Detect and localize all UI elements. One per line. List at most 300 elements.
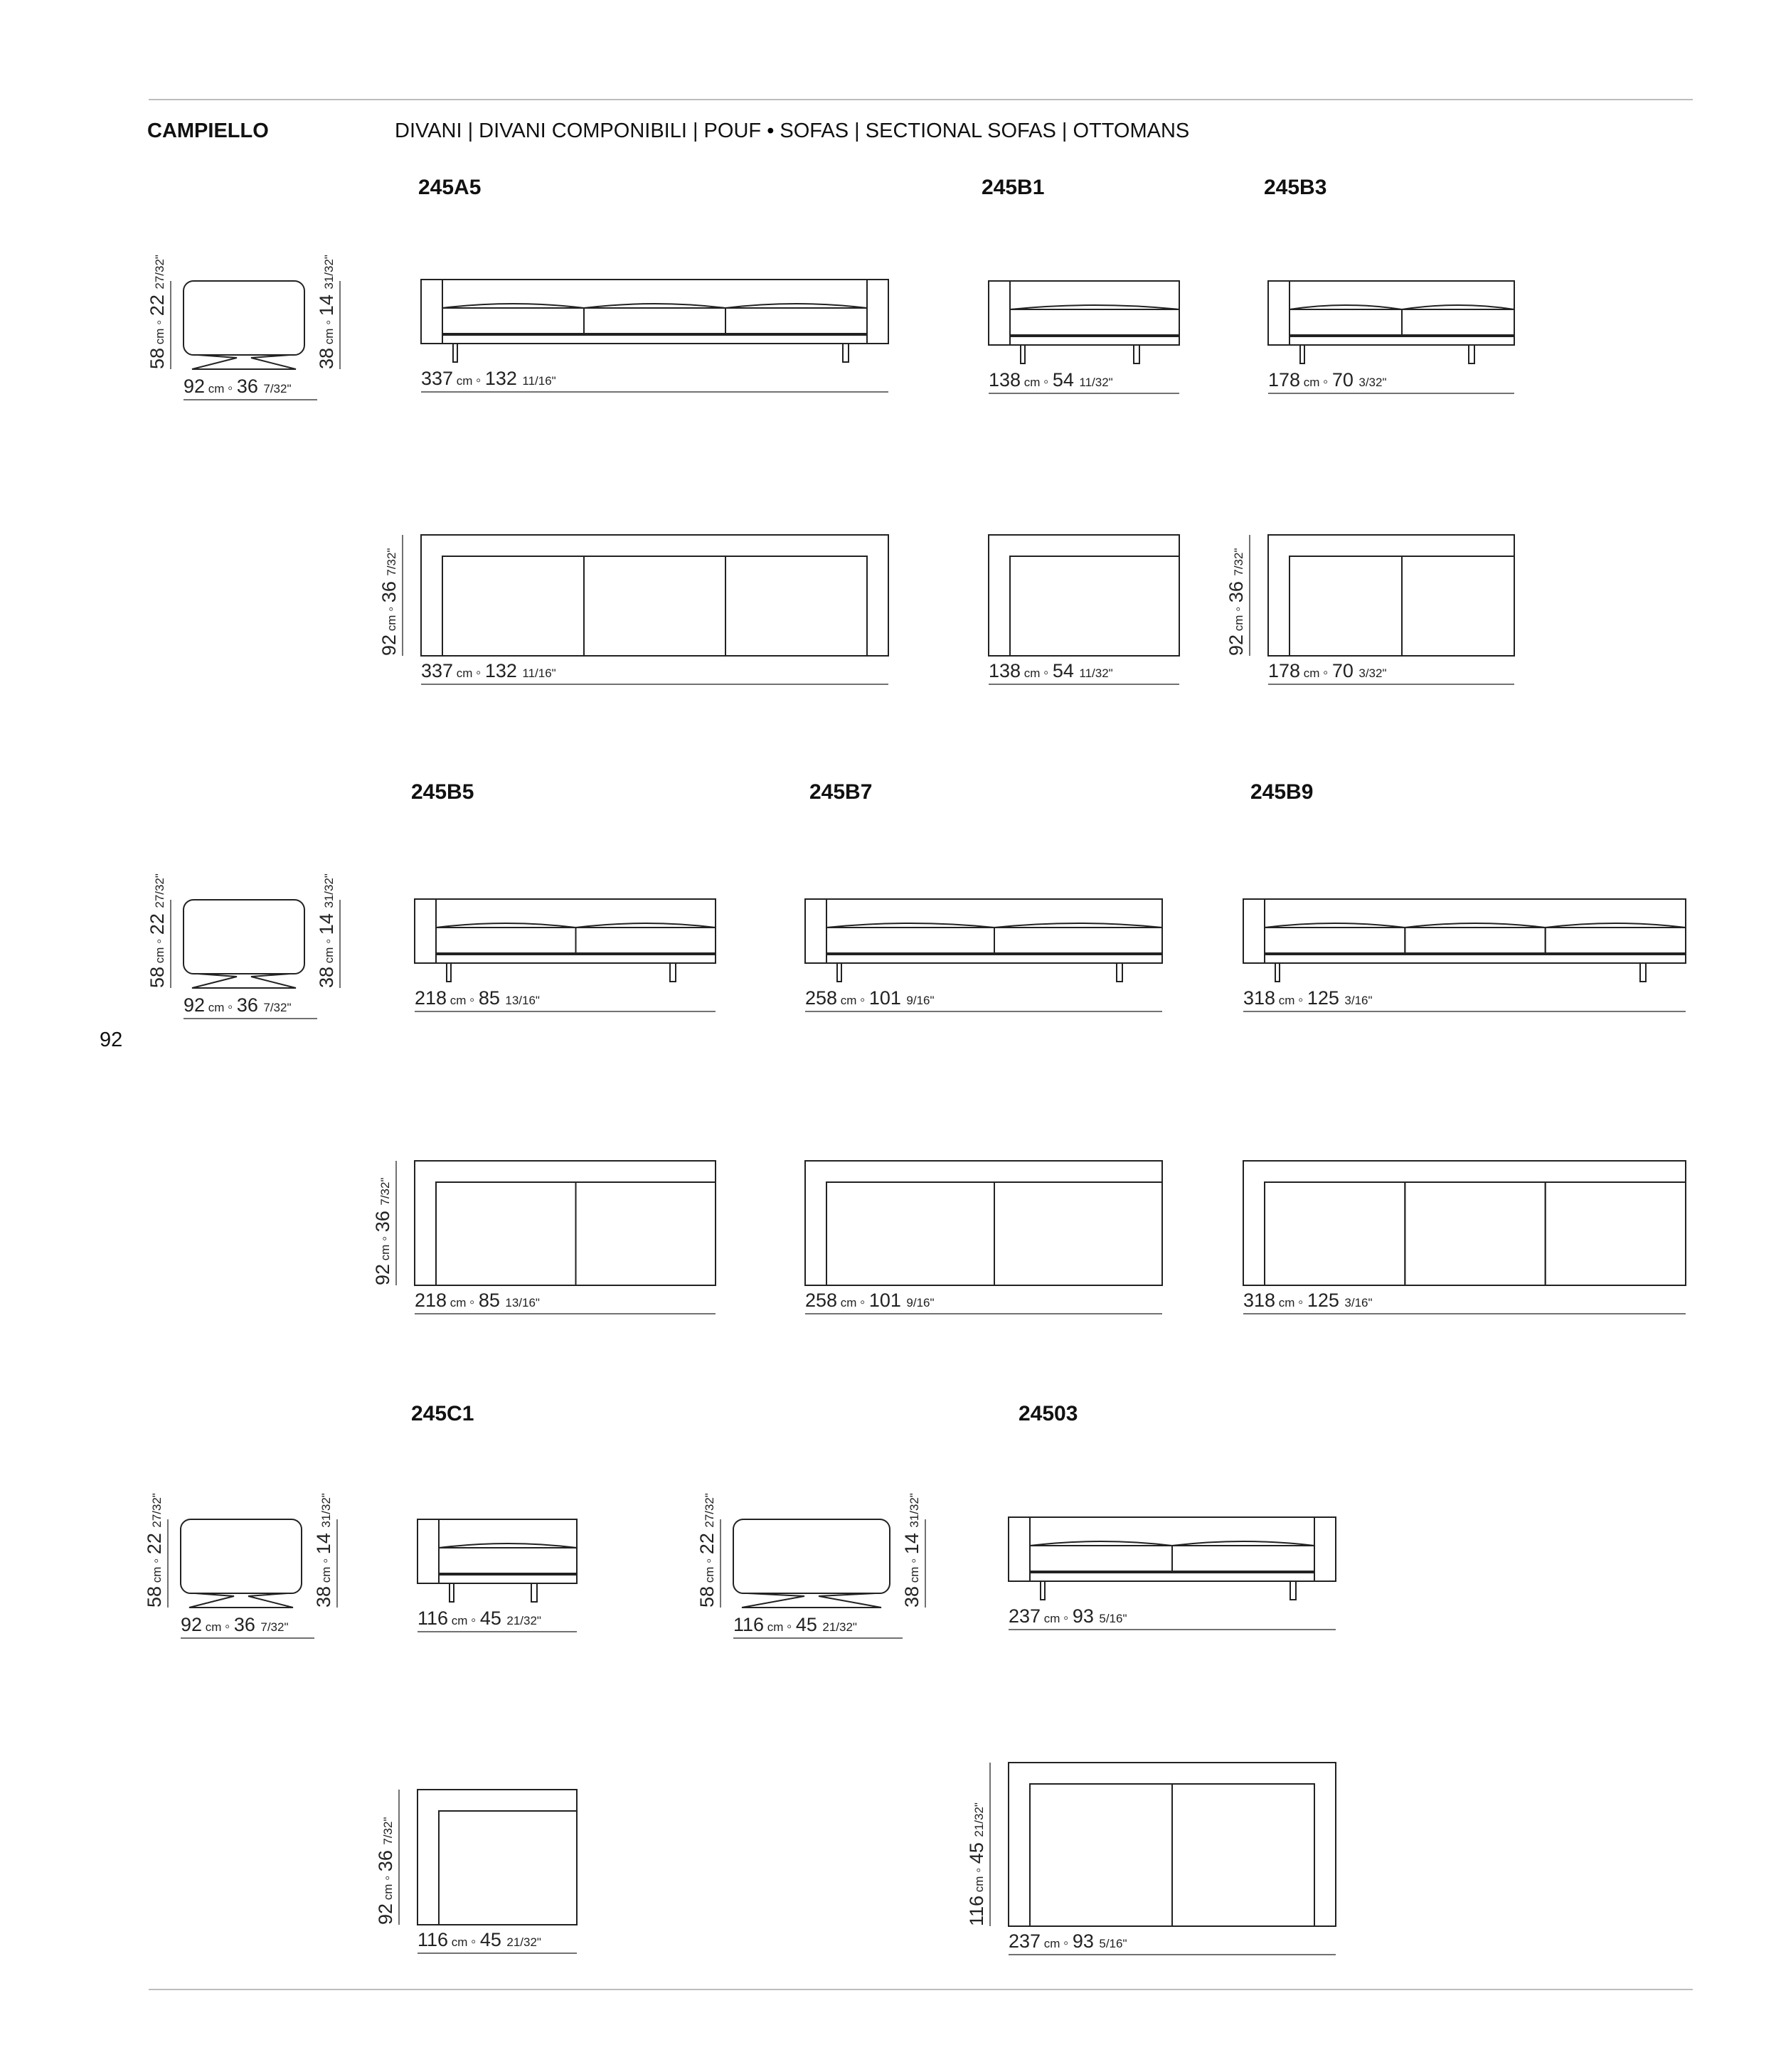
side-base xyxy=(189,1593,293,1608)
dimension-part: ◦ xyxy=(476,373,485,388)
dimension-part: 22 xyxy=(147,289,168,317)
dimension-part: cm xyxy=(837,1296,861,1309)
leg xyxy=(1290,1581,1296,1600)
dimension-text xyxy=(989,369,1113,391)
dimension-part: cm xyxy=(764,1620,787,1634)
front-elevation-drawing xyxy=(805,899,1162,982)
dimension-part: 101 xyxy=(868,1290,907,1311)
dimension-part: 92 xyxy=(184,376,206,397)
dimension-height xyxy=(147,255,171,369)
side-base xyxy=(742,1593,881,1608)
seat-cushion xyxy=(576,928,716,953)
dimension-text xyxy=(1243,1290,1373,1311)
dimension-text xyxy=(147,873,168,988)
dimension-part: cm xyxy=(448,1935,472,1949)
dimension-part: cm xyxy=(205,382,228,395)
dimension-width xyxy=(1268,660,1514,684)
dimension-part: 21/32" xyxy=(822,1620,857,1634)
dimension-text xyxy=(989,660,1113,681)
dimension-part: 70 xyxy=(1331,660,1359,681)
dimension-part: 237 xyxy=(1009,1605,1041,1627)
seat-cushion xyxy=(994,928,1162,953)
dimension-width xyxy=(415,1290,716,1314)
dimension-part: 58 xyxy=(696,1585,718,1608)
plan-outline xyxy=(1243,1161,1686,1285)
dimension-part: 27/32" xyxy=(153,255,166,289)
dimension-depth xyxy=(372,1161,396,1285)
dimension-part: 13/16" xyxy=(505,994,540,1007)
dimension-part: cm xyxy=(448,1614,472,1627)
plan-view-drawing xyxy=(415,1161,716,1285)
dimension-part: cm xyxy=(1275,1296,1299,1309)
dimension-part: cm xyxy=(972,1872,986,1896)
dimension-text xyxy=(1243,987,1373,1009)
dimension-part: cm xyxy=(1021,666,1044,680)
dimension-part: cm xyxy=(150,1563,164,1586)
dimension-part: 258 xyxy=(805,1290,838,1311)
dimension-part: ◦ xyxy=(787,1619,796,1635)
dimension-part: 92 xyxy=(372,1263,393,1285)
dimension-seat-height xyxy=(316,873,340,988)
dimension-part: 36 xyxy=(375,1844,396,1872)
model-code: 245C1 xyxy=(411,1402,474,1425)
dimension-part: 22 xyxy=(144,1527,165,1555)
dimension-part: 258 xyxy=(805,987,838,1009)
seat-cushion xyxy=(436,928,576,953)
dimension-part: 11/32" xyxy=(1079,376,1113,389)
dimension-part: 92 xyxy=(375,1903,396,1925)
side-view-drawing xyxy=(184,281,304,369)
seat-cushion xyxy=(436,1182,576,1285)
seat-cushion xyxy=(584,308,725,334)
dimension-part: ◦ xyxy=(151,935,167,944)
dimension-width xyxy=(805,1290,1162,1314)
dimension-part: 138 xyxy=(989,369,1021,391)
dimension-part: ◦ xyxy=(383,602,399,612)
dimension-part: 5/16" xyxy=(1099,1612,1127,1625)
dimension-part: 92 xyxy=(378,634,400,656)
dimension-text xyxy=(1225,548,1247,656)
model-code: 245A5 xyxy=(418,176,482,199)
dimension-part: 5/16" xyxy=(1099,1937,1127,1950)
dimension-text xyxy=(415,987,540,1009)
dimension-seat-height xyxy=(316,255,340,369)
dimension-part: ◦ xyxy=(228,999,237,1015)
dimension-part: ◦ xyxy=(1063,1610,1073,1626)
dimension-text xyxy=(316,873,337,988)
dimension-part: ◦ xyxy=(228,381,237,396)
dimension-part: 38 xyxy=(901,1585,922,1608)
dimension-part: 11/32" xyxy=(1079,666,1113,680)
dimension-width xyxy=(1009,1930,1336,1955)
dimension-part: cm xyxy=(1021,376,1044,389)
dimension-part: ◦ xyxy=(151,316,167,325)
dimension-part: 85 xyxy=(478,987,506,1009)
dimension-text xyxy=(1009,1605,1127,1627)
leg xyxy=(1041,1581,1045,1600)
dimension-part: ◦ xyxy=(1323,374,1332,390)
seat-cushion xyxy=(1172,1784,1314,1926)
dimension-text xyxy=(184,994,291,1016)
seat-cushion xyxy=(1290,556,1402,656)
dimension-part: cm xyxy=(322,943,336,967)
dimension-part: 14 xyxy=(316,908,337,935)
dimension-part: 54 xyxy=(1052,660,1080,681)
dimension-text xyxy=(378,548,400,656)
categories-italian: DIVANI | DIVANI COMPONIBILI | POUF xyxy=(395,119,762,142)
dimension-depth xyxy=(184,376,317,400)
dimension-text xyxy=(421,660,556,681)
dimension-part: 318 xyxy=(1243,987,1276,1009)
dimension-part: ◦ xyxy=(469,1295,479,1310)
seat-cushion xyxy=(1265,1182,1405,1285)
plan-view-drawing xyxy=(1268,535,1514,656)
dimension-part: 92 xyxy=(1225,634,1247,656)
seat-cushion xyxy=(1010,309,1179,335)
dimension-part: 3/16" xyxy=(1344,1296,1373,1309)
front-elevation-drawing xyxy=(421,280,888,362)
dimension-part: 101 xyxy=(868,987,907,1009)
dimension-part: ◦ xyxy=(377,1232,393,1241)
seat-cushion xyxy=(1402,556,1514,656)
dimension-part: 85 xyxy=(478,1290,506,1311)
dimension-part: 27/32" xyxy=(153,873,166,908)
dimension-text xyxy=(1268,660,1387,681)
dimension-part: ◦ xyxy=(1043,374,1053,390)
dimension-part: 22 xyxy=(696,1527,718,1555)
dimension-part: ◦ xyxy=(469,992,479,1008)
dimension-part: ◦ xyxy=(471,1934,480,1950)
dimension-part: 45 xyxy=(966,1837,987,1864)
dimension-part: cm xyxy=(319,1563,333,1586)
dimension-part: 45 xyxy=(479,1929,507,1950)
dimension-part: ◦ xyxy=(1063,1935,1073,1951)
seat-cushion xyxy=(439,1548,577,1573)
dimension-part: 11/16" xyxy=(522,374,556,388)
dimension-text xyxy=(375,1817,396,1925)
dimension-part: 13/16" xyxy=(505,1296,540,1309)
dimension-part: 21/32" xyxy=(972,1802,986,1837)
seat-cushion xyxy=(725,308,867,334)
side-base xyxy=(192,974,296,988)
dimension-part: cm xyxy=(453,666,477,680)
seat-cushion xyxy=(1290,309,1402,335)
dimension-width xyxy=(989,369,1179,393)
dimension-part: 7/32" xyxy=(263,382,292,395)
dimension-part: 7/32" xyxy=(260,1620,289,1634)
dimension-part: 38 xyxy=(313,1585,334,1608)
dimension-part: 237 xyxy=(1009,1930,1041,1952)
dimension-part: ◦ xyxy=(1298,1295,1307,1310)
dimension-part: ◦ xyxy=(321,316,336,325)
front-elevation-drawing xyxy=(989,281,1179,363)
dimension-part: 337 xyxy=(421,368,454,389)
front-elevation-drawing xyxy=(418,1519,577,1602)
dimension-part: cm xyxy=(205,1001,228,1014)
dimension-part: 14 xyxy=(316,289,337,317)
dimension-text xyxy=(1009,1930,1127,1952)
dimension-seat-height xyxy=(313,1493,337,1608)
dimension-depth xyxy=(733,1614,903,1638)
dimension-part: 11/16" xyxy=(522,666,556,680)
dimension-part: ◦ xyxy=(1298,992,1307,1008)
dimension-part: 45 xyxy=(795,1614,823,1635)
leg xyxy=(1134,345,1139,363)
dimension-part: 92 xyxy=(181,1614,203,1635)
dimension-height xyxy=(696,1493,720,1608)
dimension-depth xyxy=(378,535,403,656)
dimension-width xyxy=(418,1929,577,1953)
dimension-part: cm xyxy=(447,1296,470,1309)
dimension-text xyxy=(696,1493,718,1608)
dimension-part: ◦ xyxy=(149,1554,164,1563)
dimension-part: 125 xyxy=(1307,1290,1345,1311)
plan-outline xyxy=(418,1790,577,1925)
dimension-part: ◦ xyxy=(471,1613,480,1628)
dimension-width xyxy=(1009,1605,1336,1630)
dimension-part: ◦ xyxy=(1230,602,1246,612)
seat-cushion xyxy=(1172,1546,1314,1571)
dimension-part: cm xyxy=(837,994,861,1007)
dimension-text xyxy=(966,1802,987,1926)
leg xyxy=(531,1583,537,1602)
seat-cushion xyxy=(1265,928,1405,953)
dimension-part: 38 xyxy=(316,966,337,988)
dimension-width xyxy=(418,1608,577,1632)
dimension-part: 3/16" xyxy=(1344,994,1373,1007)
dimension-text xyxy=(313,1493,334,1608)
seat-cushion xyxy=(1030,1546,1172,1571)
dimension-part: 116 xyxy=(418,1608,449,1629)
dimension-width xyxy=(989,660,1179,684)
leg xyxy=(1469,345,1474,363)
dimension-depth xyxy=(181,1614,314,1638)
dimension-part: ◦ xyxy=(701,1554,717,1563)
dimension-part: cm xyxy=(381,1880,395,1903)
seat-cushion xyxy=(442,308,584,334)
categories-english: SOFAS | SECTIONAL SOFAS | OTTOMANS xyxy=(780,119,1190,142)
dimension-part: ◦ xyxy=(321,935,336,944)
side-base xyxy=(192,355,296,369)
seat-cushion xyxy=(576,1182,716,1285)
dimension-width xyxy=(1243,1290,1686,1314)
dimension-part: 116 xyxy=(733,1614,765,1635)
plan-outline xyxy=(421,535,888,656)
plan-view-drawing xyxy=(418,1790,577,1925)
dimension-part: 45 xyxy=(479,1608,507,1629)
seat-cushion xyxy=(584,556,725,656)
dimension-depth xyxy=(1225,535,1250,656)
dimension-part: 27/32" xyxy=(150,1493,164,1528)
dimension-text xyxy=(372,1178,393,1285)
dimension-text xyxy=(418,1608,541,1629)
leg xyxy=(1640,963,1646,982)
dimension-part: cm xyxy=(1300,376,1324,389)
dimension-part: 178 xyxy=(1268,369,1301,391)
dimension-width xyxy=(805,987,1162,1011)
leg xyxy=(450,1583,454,1602)
dimension-part: 58 xyxy=(144,1585,165,1608)
dimension-width xyxy=(421,368,888,392)
dimension-part: ◦ xyxy=(860,1295,869,1310)
dimension-part: 70 xyxy=(1331,369,1359,391)
dimension-part: ◦ xyxy=(380,1871,395,1881)
seat-cushion xyxy=(826,928,994,953)
dimension-part: 14 xyxy=(901,1527,922,1555)
dimension-part: 178 xyxy=(1268,660,1301,681)
plan-view-drawing xyxy=(1243,1161,1686,1285)
plan-outline xyxy=(415,1161,716,1285)
side-body xyxy=(181,1519,302,1593)
dimension-text xyxy=(144,1493,165,1608)
plan-outline xyxy=(989,535,1179,656)
dimension-part: 7/32" xyxy=(1232,548,1245,576)
dimension-part: cm xyxy=(385,611,398,634)
dimension-part: cm xyxy=(1041,1612,1064,1625)
dimension-part: 116 xyxy=(966,1895,987,1926)
dimension-part: 36 xyxy=(378,575,400,603)
plan-view-drawing xyxy=(989,535,1179,656)
model-code: 245B3 xyxy=(1264,176,1327,199)
dimension-part: 138 xyxy=(989,660,1021,681)
dimension-part: 7/32" xyxy=(381,1817,395,1845)
dimension-part: cm xyxy=(202,1620,225,1634)
dimension-part: 318 xyxy=(1243,1290,1276,1311)
dimension-part: 3/32" xyxy=(1358,666,1387,680)
plan-outline xyxy=(1268,535,1514,656)
dimension-part: ◦ xyxy=(860,992,869,1008)
leg xyxy=(447,963,451,982)
dimension-part: cm xyxy=(447,994,470,1007)
dimension-seat-height xyxy=(901,1493,925,1608)
side-body xyxy=(733,1519,890,1593)
dimension-part: cm xyxy=(378,1240,392,1264)
dimension-part: 31/32" xyxy=(319,1493,333,1528)
model-code: 245B7 xyxy=(809,780,873,804)
dimension-text xyxy=(805,1290,935,1311)
leg xyxy=(843,344,849,362)
leg xyxy=(1275,963,1280,982)
dimension-part: 132 xyxy=(484,368,523,389)
dimension-part: 92 xyxy=(184,994,206,1016)
dimension-part: cm xyxy=(1041,1937,1064,1950)
leg xyxy=(837,963,841,982)
dimension-text xyxy=(1268,369,1387,391)
front-elevation-drawing xyxy=(415,899,716,982)
seat-cushion xyxy=(1546,1182,1686,1285)
dimension-text xyxy=(901,1493,922,1608)
dimension-height xyxy=(147,873,171,988)
dimension-part: 21/32" xyxy=(506,1614,541,1627)
seat-cushion xyxy=(1546,928,1686,953)
dimension-part: 7/32" xyxy=(385,548,398,576)
seat-cushion xyxy=(439,1811,577,1925)
seat-cushion xyxy=(826,1182,994,1285)
dimension-part: 7/32" xyxy=(263,1001,292,1014)
dimension-part: cm xyxy=(322,324,336,348)
bullet: • xyxy=(767,119,775,142)
dimension-text xyxy=(733,1614,857,1635)
dimension-depth xyxy=(375,1790,399,1925)
dimension-part: cm xyxy=(1300,666,1324,680)
dimension-part: 36 xyxy=(236,994,264,1016)
side-view-drawing xyxy=(733,1519,890,1608)
side-view-drawing xyxy=(181,1519,302,1608)
side-body xyxy=(184,281,304,355)
seat-cushion xyxy=(1402,309,1514,335)
leg xyxy=(453,344,457,362)
dimension-part: 36 xyxy=(233,1614,261,1635)
model-code: 245B9 xyxy=(1250,780,1314,804)
plan-view-drawing xyxy=(421,535,888,656)
dimension-text xyxy=(181,1614,288,1635)
seat-cushion xyxy=(725,556,867,656)
dimension-part: ◦ xyxy=(225,1619,234,1635)
dimension-part: 58 xyxy=(147,966,168,988)
dimension-part: ◦ xyxy=(318,1554,334,1563)
dimension-part: 31/32" xyxy=(322,255,336,289)
seat-cushion xyxy=(1030,1784,1172,1926)
dimension-part: 125 xyxy=(1307,987,1345,1009)
leg xyxy=(1021,345,1025,363)
dimension-part: ◦ xyxy=(1323,665,1332,681)
dimension-part: cm xyxy=(153,324,166,348)
dimension-part: 36 xyxy=(236,376,264,397)
dimension-part: 31/32" xyxy=(908,1493,921,1528)
side-view-drawing xyxy=(184,900,304,988)
dimension-part: 21/32" xyxy=(506,1935,541,1949)
dimension-part: 132 xyxy=(484,660,523,681)
dimension-height xyxy=(144,1493,168,1608)
model-code: 245B5 xyxy=(411,780,474,804)
dimension-part: ◦ xyxy=(476,665,485,681)
dimension-part: 93 xyxy=(1072,1930,1100,1952)
dimension-text xyxy=(418,1929,541,1950)
dimension-part: 9/16" xyxy=(906,1296,935,1309)
front-elevation-drawing xyxy=(1009,1517,1336,1600)
dimension-text xyxy=(805,987,935,1009)
dimension-width xyxy=(1268,369,1514,393)
dimension-part: cm xyxy=(153,943,166,967)
dimension-part: 38 xyxy=(316,347,337,369)
dimension-part: 14 xyxy=(313,1527,334,1555)
dimension-part: 22 xyxy=(147,908,168,935)
dimension-part: cm xyxy=(703,1563,716,1586)
dimension-part: 36 xyxy=(372,1205,393,1233)
leg xyxy=(1300,345,1304,363)
dimension-text xyxy=(147,255,168,369)
model-code: 24503 xyxy=(1019,1402,1078,1425)
dimension-text xyxy=(316,255,337,369)
dimension-part: 9/16" xyxy=(906,994,935,1007)
leg xyxy=(670,963,676,982)
dimension-part: 7/32" xyxy=(378,1177,392,1206)
dimension-part: ◦ xyxy=(1043,665,1053,681)
dimension-part: 36 xyxy=(1225,575,1247,603)
leg xyxy=(1117,963,1122,982)
dimension-part: 116 xyxy=(418,1929,449,1950)
model-code: 245B1 xyxy=(982,176,1045,199)
plan-view-drawing xyxy=(1009,1763,1336,1926)
page-number: 92 xyxy=(100,1029,123,1051)
dimension-text xyxy=(421,368,556,389)
dimension-part: cm xyxy=(453,374,477,388)
seat-cushion xyxy=(1010,556,1179,656)
dimension-width xyxy=(421,660,888,684)
dimension-part: cm xyxy=(1232,611,1245,634)
brand-title: CAMPIELLO xyxy=(147,119,269,142)
dimension-part: 27/32" xyxy=(703,1493,716,1528)
